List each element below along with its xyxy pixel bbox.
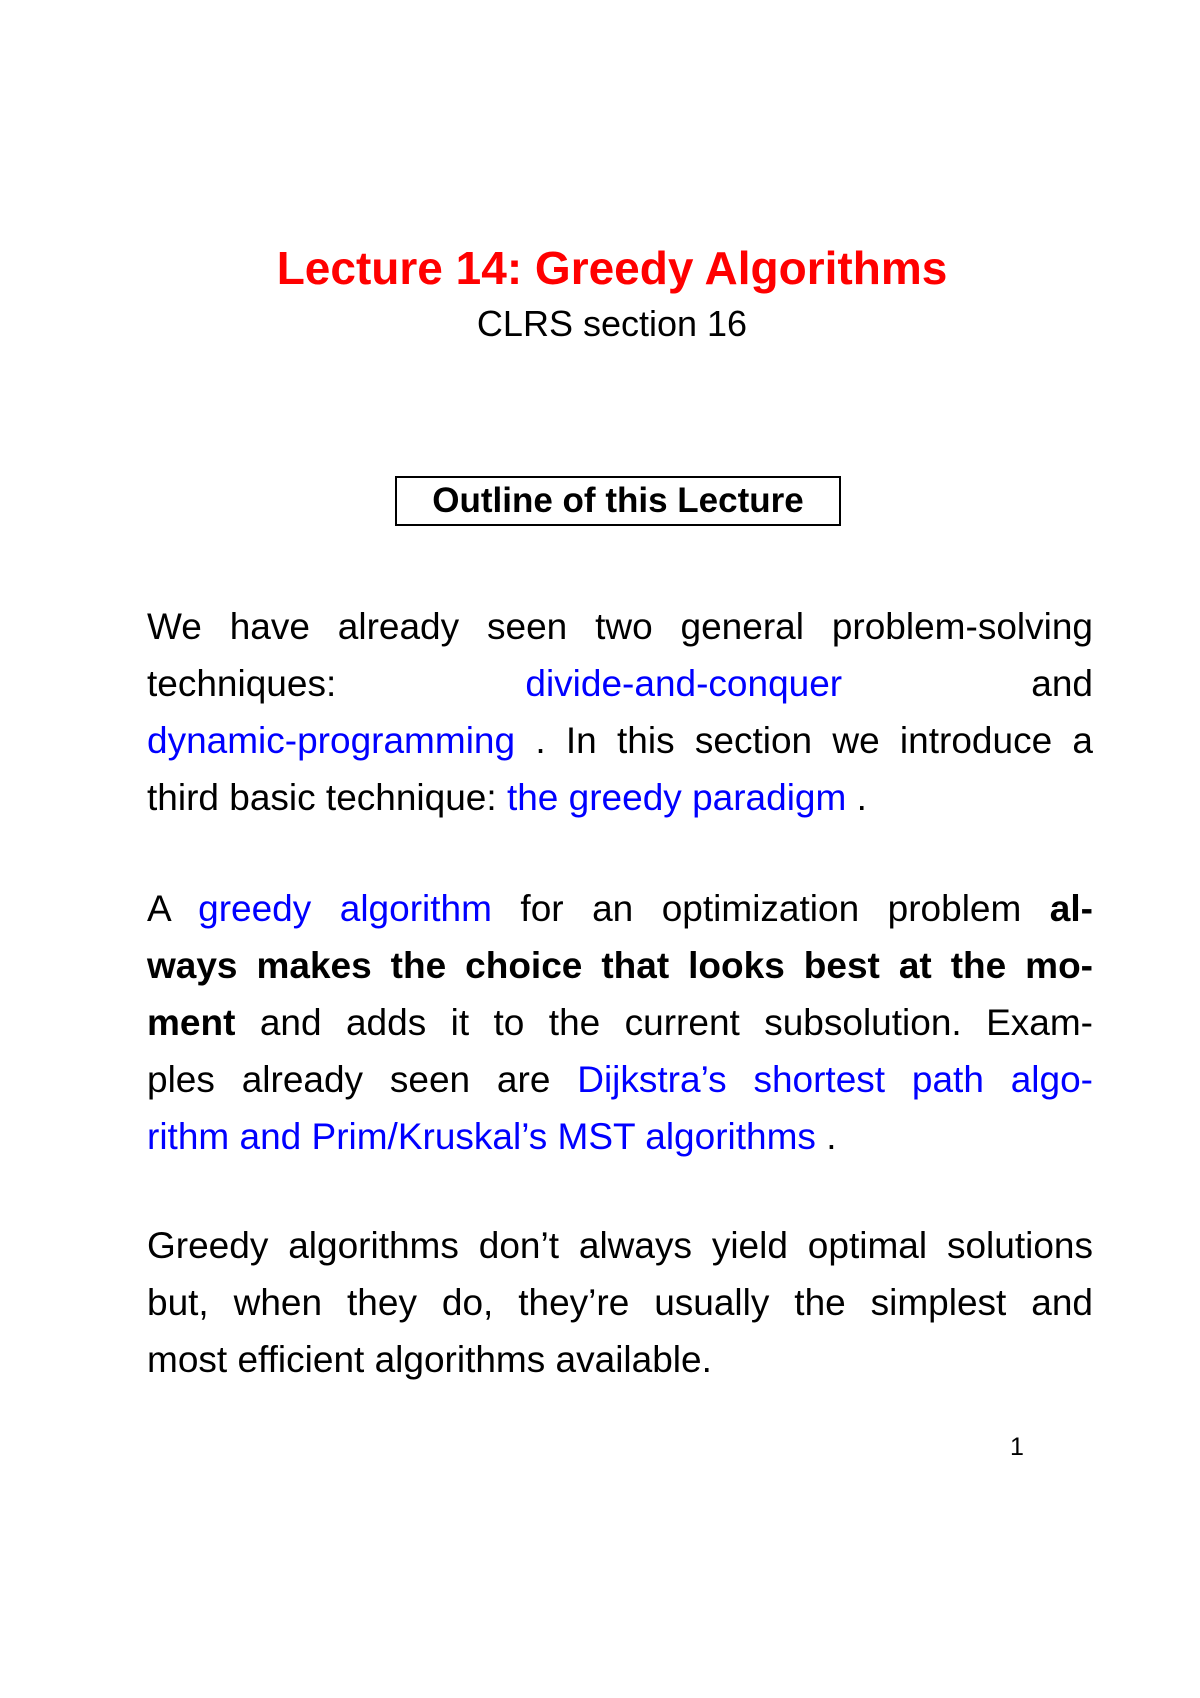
text-span: and adds it to the current subsolution. Exam-: [235, 1002, 1093, 1043]
page-number: 1: [1010, 1433, 1024, 1461]
highlight-examples-continued: rithm and Prim/Kruskal’s MST algorithms: [147, 1116, 816, 1157]
highlight-greedy-paradigm: the greedy paradigm: [506, 777, 847, 818]
text-span: ples already seen are: [147, 1059, 578, 1100]
paragraph-intro: [147, 598, 1093, 826]
text-span: for an optimization problem: [491, 888, 1050, 929]
highlight-examples: Dijkstra’s shortest path algo-: [577, 1059, 1093, 1100]
text-span: and: [842, 663, 1093, 704]
paragraph-line: [147, 1274, 1093, 1331]
paragraph-conclusion: [147, 1217, 1093, 1388]
text-span: techniques:: [147, 663, 526, 704]
text-span: most efficient algorithms available.: [147, 1339, 712, 1380]
text-span: but, when they do, they’re usually the simplest and: [147, 1282, 1093, 1323]
paragraph-line: [147, 880, 1093, 937]
text-span: . In this section we introduce a: [515, 720, 1093, 761]
paragraph-line: [147, 769, 1093, 826]
paragraph-line: [147, 994, 1093, 1051]
paragraph-line: [147, 655, 1093, 712]
text-span: third basic technique:: [147, 777, 507, 818]
paragraph-line: [147, 1108, 1093, 1165]
highlight-dynamic-programming: dynamic-programming: [147, 720, 516, 761]
bold-text: ways makes the choice that looks best at the mo-: [147, 945, 1093, 986]
paragraph-line: [147, 598, 1093, 655]
highlight-divide-and-conquer: divide-and-conquer: [525, 663, 843, 704]
lecture-subtitle: CLRS section 16: [476, 303, 748, 344]
bold-text: ment: [147, 1002, 236, 1043]
text-span: We have already seen two general problem-solving: [147, 606, 1093, 647]
paragraph-line: [147, 1217, 1093, 1274]
paragraph-line: [147, 1051, 1093, 1108]
paragraph-line: [147, 1331, 1093, 1388]
text-span: A: [147, 888, 199, 929]
text-span: .: [846, 777, 867, 818]
bold-text: al-: [1049, 888, 1093, 929]
lecture-title: Lecture 14: Greedy Algorithms: [276, 242, 948, 294]
highlight-greedy-algorithm: greedy algorithm: [198, 888, 492, 929]
paragraph-line: [147, 712, 1093, 769]
text-span: Greedy algorithms don’t always yield optimal solutions: [147, 1225, 1093, 1266]
outline-heading-box: Outline of this Lecture: [395, 476, 841, 526]
paragraph-line: [147, 937, 1093, 994]
text-span: .: [815, 1116, 837, 1157]
paragraph-definition: [147, 880, 1093, 1165]
